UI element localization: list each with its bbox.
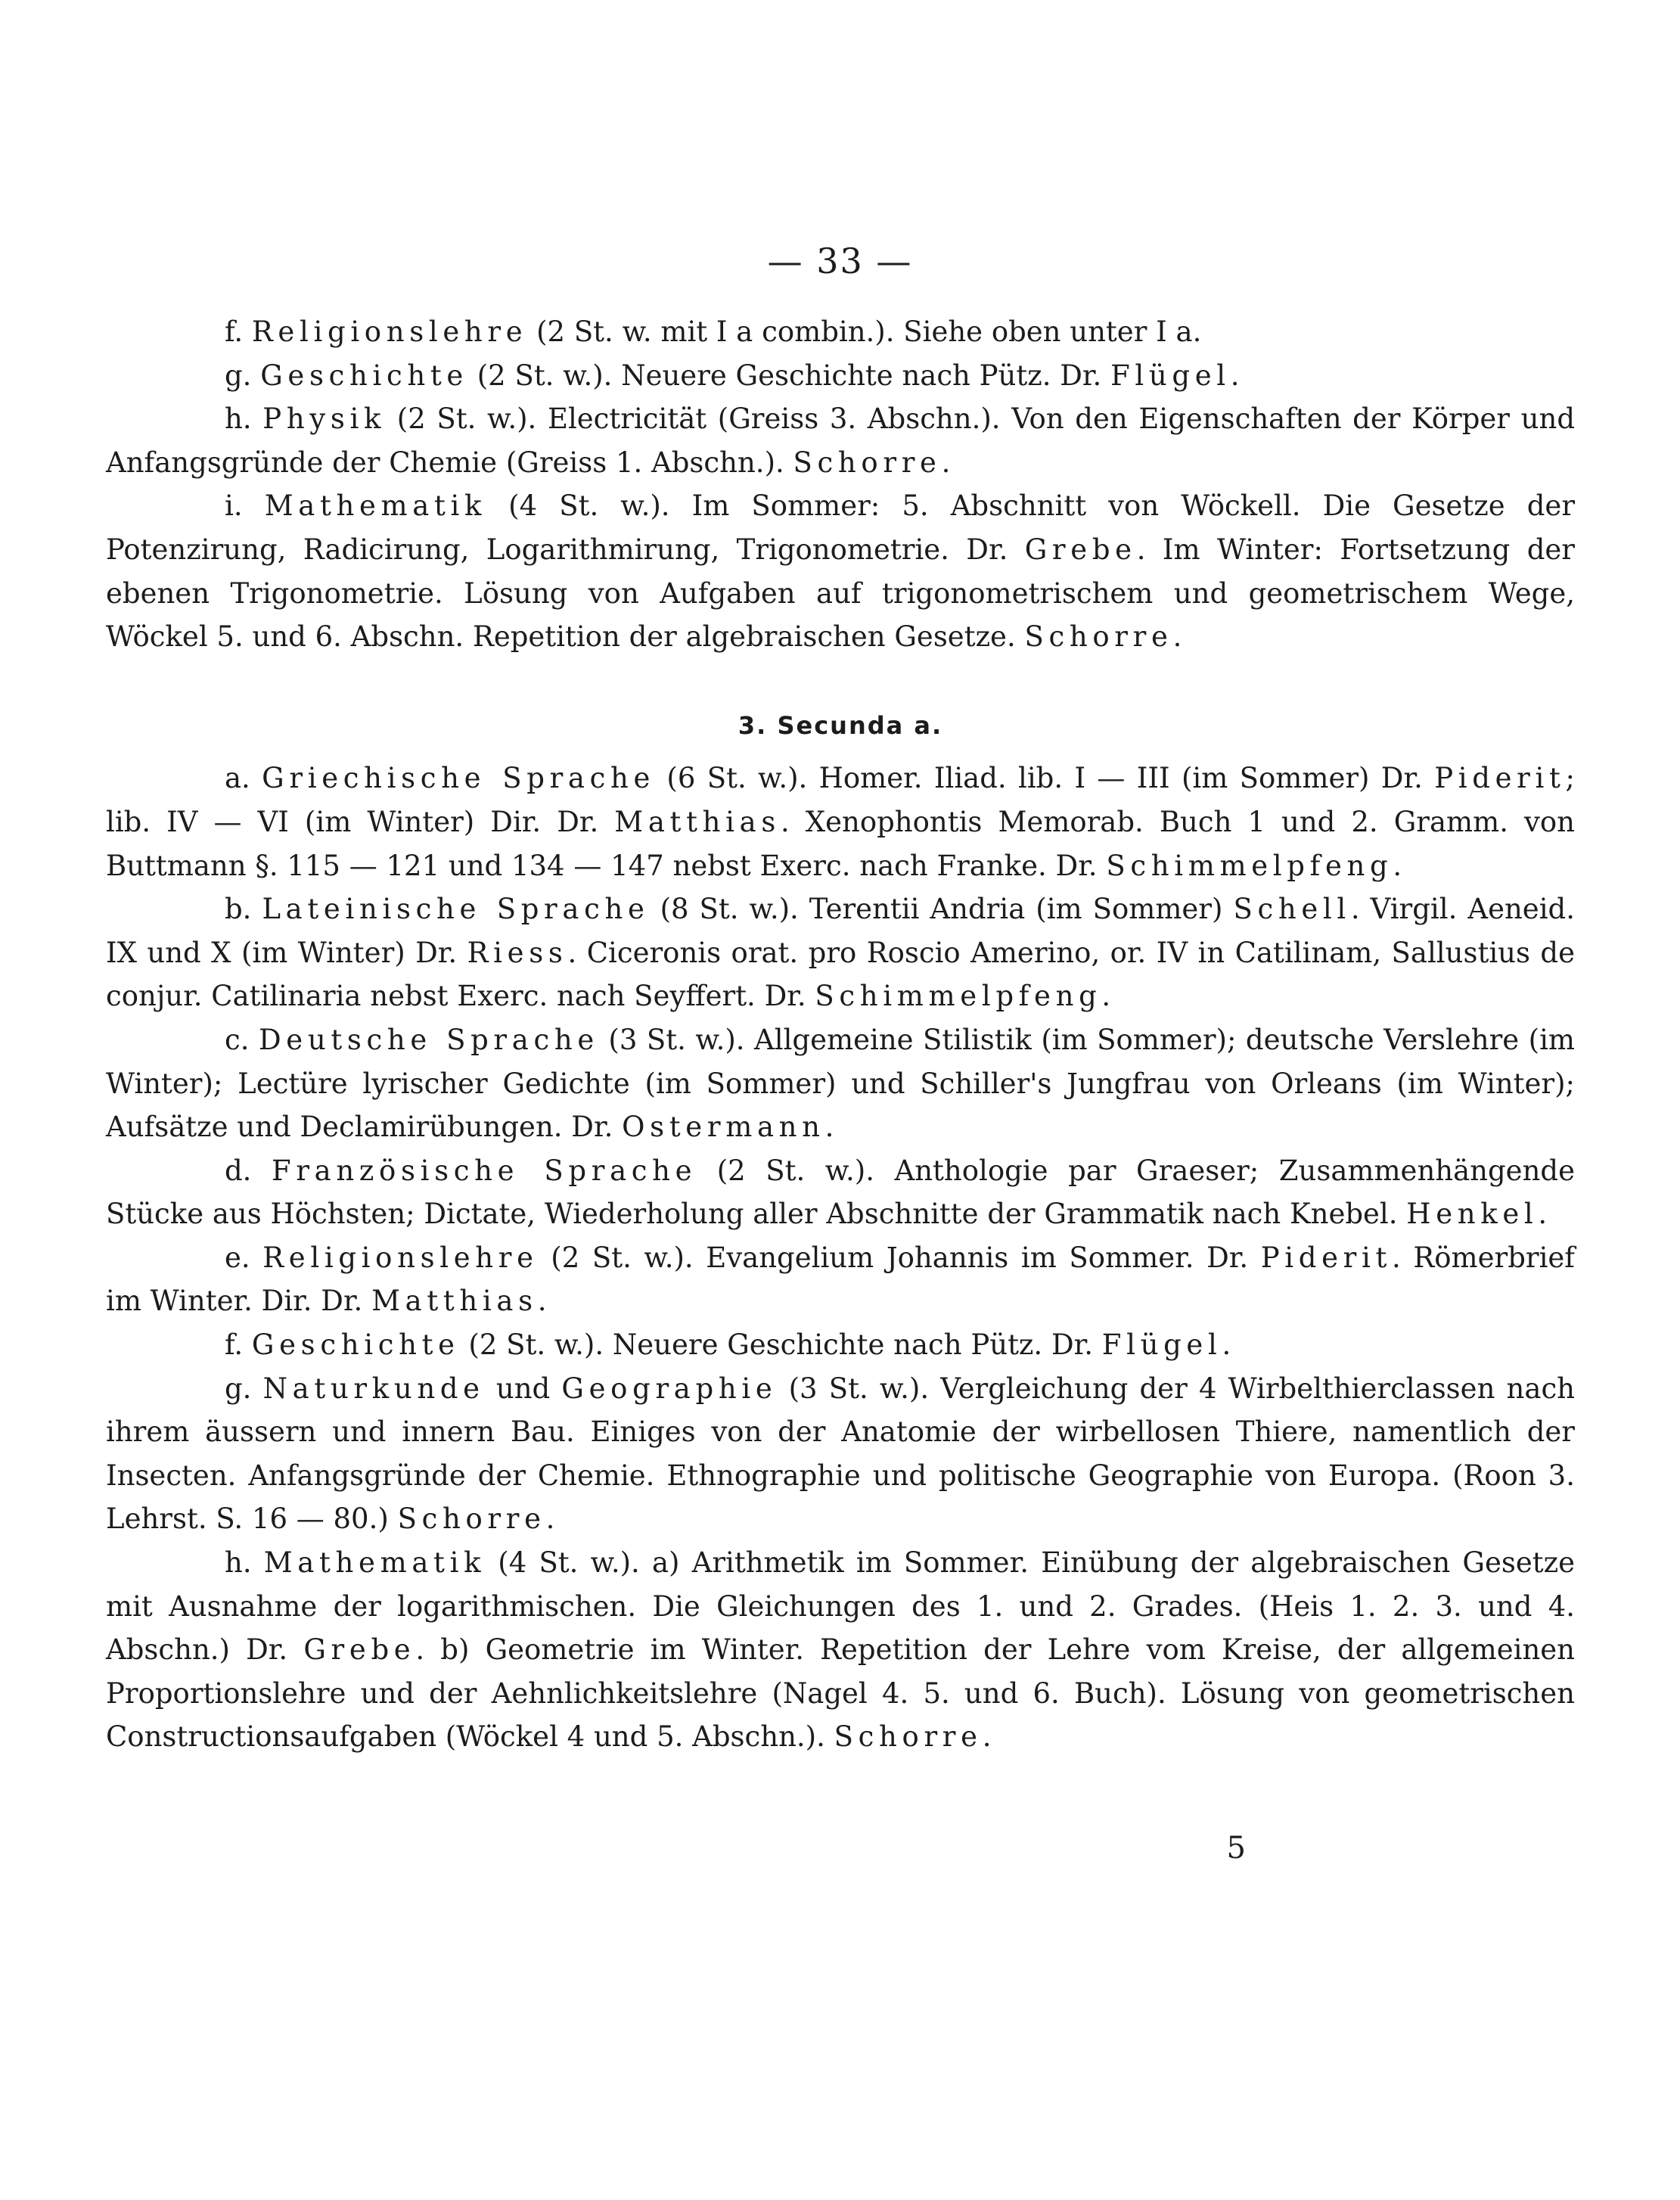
text-run: (2 St. w. mit I a combin.). Siehe oben unter I a.: [527, 315, 1202, 348]
text-run: c.: [225, 1023, 259, 1056]
text-run: . b) Geometrie im Winter. Repetition der Lehre vom Kreise, der allgemeinen Proportionslehre und der Aehnlichkeitslehre (Nagel 4. 5. und 6. Buch). Lösung von geometrischen Constructionsaufgaben (Wöckel 4 und 5. Abschn.).: [106, 1633, 1575, 1754]
spaced-term: Schell: [1233, 893, 1351, 926]
text-run: . Xenophontis Memorab. Buch 1 und 2. Gramm. von Buttmann §. 115 — 121 und 134 — 147 nebst Exerc. nach Franke. Dr.: [106, 805, 1576, 882]
paragraph: [106, 484, 1575, 658]
text-run: .: [1538, 1198, 1548, 1231]
text-run: . Im Winter: Fortsetzung der ebenen Trigonometrie. Lösung von Aufgaben auf trigonometrischem und geometrischem Wege, Wöckel 5. und 6. Abschn. Repetition der algebraischen Gesetze.: [106, 533, 1575, 654]
text-run: g.: [225, 1372, 263, 1405]
paragraph: [106, 397, 1575, 484]
spaced-term: Matthias: [371, 1285, 538, 1318]
text-run: .: [1222, 1328, 1231, 1362]
spaced-term: Schorre: [834, 1720, 983, 1754]
paragraph: [106, 1149, 1575, 1236]
spaced-term: Piderit: [1434, 762, 1566, 795]
text-run: .: [1393, 849, 1402, 882]
text-run: h.: [225, 402, 263, 436]
text-run: .: [1101, 980, 1111, 1013]
spaced-term: Griechische Sprache: [262, 762, 656, 795]
paragraph: [106, 1323, 1575, 1367]
spaced-term: Religionslehre: [251, 315, 528, 348]
text-run: (2 St. w.). Anthologie par Graeser; Zusammenhängende Stücke aus Höchsten; Dictate, Wiederholung aller Abschnitte der Grammatik nach Knebel.: [106, 1154, 1575, 1231]
spaced-term: Grebe: [303, 1633, 416, 1667]
text-run: b.: [225, 893, 262, 926]
text-run: (2 St. w.). Evangelium Johannis im Sommer. Dr.: [538, 1241, 1261, 1274]
spaced-term: Matthias: [614, 805, 781, 838]
text-run: (2 St. w.). Neuere Geschichte nach Pütz. Dr.: [459, 1328, 1102, 1362]
text-run: d.: [225, 1154, 272, 1187]
text-run: .: [1230, 359, 1240, 392]
paragraph: [106, 757, 1575, 887]
text-run: h.: [225, 1546, 264, 1580]
paragraph: [106, 1018, 1575, 1149]
paragraph-group-bottom: [106, 757, 1575, 1759]
document-body: [106, 310, 1575, 1759]
spaced-term: Geographie: [561, 1372, 778, 1405]
paragraph: [106, 1236, 1575, 1323]
text-run: . Virgil. Aeneid. IX und X (im Winter) Dr.: [106, 893, 1575, 969]
text-run: (3 St. w.). Allgemeine Stilistik (im Sommer); deutsche Verslehre (im Winter); Lectüre lyrischer Gedichte (im Sommer) und Schiller's Jungfrau von Orleans (im Winter); Aufsätze und Declamirübungen. Dr.: [106, 1023, 1575, 1144]
spaced-term: Schorre: [1024, 620, 1173, 654]
section-heading: 3. Secunda a.: [738, 710, 943, 740]
spaced-term: Deutsche Sprache: [258, 1023, 599, 1056]
spaced-term: Flügel: [1110, 359, 1231, 392]
text-run: .: [537, 1285, 547, 1318]
text-run: (2 St. w.). Neuere Geschichte nach Pütz. Dr.: [467, 359, 1111, 392]
text-run: e.: [225, 1241, 263, 1274]
text-run: (4 St. w.). Im Sommer: 5. Abschnitt von Wöckell. Die Gesetze der Potenzirung, Radicirung, Logarithmirung, Trigonometrie. Dr.: [106, 489, 1576, 566]
text-run: (2 St. w.). Electricität (Greiss 3. Abschn.). Von den Eigenschaften der Körper und Anfangsgründe der Chemie (Greiss 1. Abschn.).: [106, 402, 1575, 479]
text-run: g.: [225, 359, 261, 392]
spaced-term: Lateinische Sprache: [262, 893, 650, 926]
text-run: (6 St. w.). Homer. Iliad. lib. I — III (im Sommer) Dr.: [655, 762, 1435, 795]
text-run: (8 St. w.). Terentii Andria (im Sommer): [649, 893, 1234, 926]
paragraph-group-top: [106, 310, 1575, 659]
text-run: a.: [225, 762, 262, 795]
spaced-term: Mathematik: [264, 489, 487, 523]
paragraph: [106, 310, 1575, 354]
text-run: . Römerbrief im Winter. Dir. Dr.: [106, 1241, 1576, 1318]
signature-mark: 5: [1226, 1831, 1246, 1866]
text-run: .: [982, 1720, 992, 1754]
spaced-term: Mathematik: [263, 1546, 486, 1580]
spaced-term: Schorre: [397, 1502, 546, 1536]
spaced-term: Schimmelpfeng: [815, 980, 1102, 1013]
text-run: (3 St. w.). Vergleichung der 4 Wirbelthierclassen nach ihrem äussern und innern Bau. Einiges von der Anatomie der wirbellosen Thiere, namentlich der Insecten. Anfangsgründe der Chemie. Ethnographie und politische Geographie von Europa. (Roon 3. Lehrst. S. 16 — 80.): [106, 1372, 1575, 1536]
text-run: f.: [225, 1328, 252, 1362]
spaced-term: Geschichte: [251, 1328, 460, 1362]
spaced-term: Schimmelpfeng: [1106, 849, 1393, 882]
text-run: i.: [225, 489, 265, 523]
spaced-term: Piderit: [1260, 1241, 1393, 1274]
paragraph: [106, 887, 1575, 1018]
spaced-term: Geschichte: [260, 359, 468, 392]
paragraph: [106, 1541, 1575, 1759]
spaced-term: Henkel: [1406, 1198, 1539, 1231]
text-run: .: [824, 1111, 834, 1144]
spaced-term: Religionslehre: [262, 1241, 539, 1274]
spaced-term: Französische Sprache: [271, 1154, 697, 1187]
text-run: f.: [225, 315, 252, 348]
spaced-term: Flügel: [1101, 1328, 1222, 1362]
text-run: . Ciceronis orat. pro Roscio Amerino, or. IV in Catilinam, Sallustius de conjur. Catilinaria nebst Exerc. nach Seyffert. Dr.: [106, 936, 1575, 1013]
text-run: und: [484, 1372, 562, 1405]
text-run: .: [545, 1502, 555, 1536]
text-run: ; lib. IV — VI (im Winter) Dir. Dr.: [106, 762, 1575, 838]
paragraph: [106, 1367, 1575, 1541]
text-run: .: [1172, 620, 1182, 654]
text-run: (4 St. w.). a) Arithmetik im Sommer. Einübung der algebraischen Gesetze mit Ausnahme der logarithmischen. Die Gleichungen des 1. und 2. Grades. (Heis 1. 2. 3. und 4. Abschn.) Dr.: [106, 1546, 1575, 1667]
spaced-term: Ostermann: [622, 1111, 825, 1144]
spaced-term: Schorre: [793, 446, 942, 479]
spaced-term: Physik: [262, 402, 387, 436]
spaced-term: Naturkunde: [262, 1372, 485, 1405]
text-run: .: [941, 446, 951, 479]
spaced-term: Riess: [467, 936, 568, 969]
spaced-term: Grebe: [1024, 533, 1137, 566]
page-header: — 33 —: [767, 241, 913, 281]
paragraph: [106, 354, 1575, 398]
